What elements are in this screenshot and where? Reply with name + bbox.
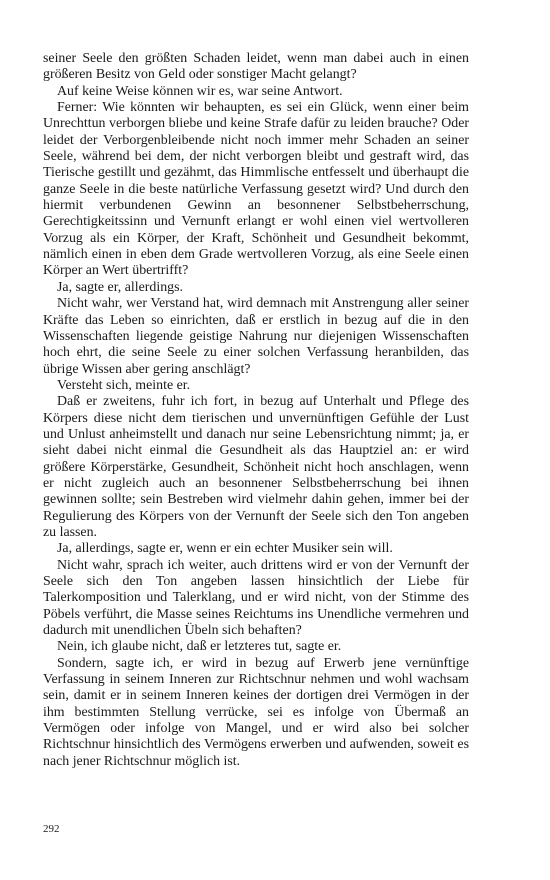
paragraph-6: Versteht sich, meinte er.	[57, 377, 191, 393]
paragraph-9: Nicht wahr, sprach ich weiter, auch drittens wird er von der Vernunft der Seele sich den Ton angeben lassen hinsichtlich der Liebe für Talerkomposition und Talerklang, und er wird nicht, von der Stimme des Pöbels verführt, die Masse seines Reichtums ins Unendliche vermehren und dadurch mit unendlichen Übeln sich behaften?	[43, 557, 469, 639]
paragraph-5: Nicht wahr, wer Verstand hat, wird demnach mit Anstrengung aller seiner Kräfte das Leben so einrichten, daß er erstlich in bezug auf die in den Wissenschaften liegende geistige Nahrung nur diejenigen Wissenschaften hoch ehrt, die seine Seele zu einer solchen Verfassung heranbilden, das übrige Wissen aber gering anschlägt?	[43, 296, 469, 377]
page-number: 292	[43, 823, 60, 835]
paragraph-2: Auf keine Weise können wir es, war seine Antwort.	[57, 83, 343, 99]
paragraph-4: Ja, sagte er, allerdings.	[57, 279, 183, 295]
paragraph-1: seiner Seele den größten Schaden leidet, wenn man dabei auch in einen größeren Besitz von Geld oder sonstiger Macht gelangt?	[43, 51, 469, 83]
paragraph-10: Nein, ich glaube nicht, daß er letzteres tut, sagte er.	[57, 639, 342, 655]
paragraph-3: Ferner: Wie könnten wir behaupten, es sei ein Glück, wenn einer beim Unrechttun verborgen bliebe und keine Strafe dafür zu leiden brauche? Oder leidet der Verborgenbleibende nicht noch immer mehr Schaden an seiner Seele, während bei dem, der nicht verborgen bleibt und gestraft wird, das Tierische gestillt und gezähmt, das Himmlische entfesselt und überhaupt die ganze Seele in die beste natürliche Verfassung gesetzt wird? Und durch den hiermit verbundenen Gewinn an besonnener Selbstbeherrschung, Gerechtigkeitssinn und Vernunft erlangt er wohl einen viel wertvolleren Vorzug als ein Körper, der Kraft, Schönheit und Gesundheit bekommt, nämlich einen in eben dem Grade wertvolleren Vorzug, als eine Seele einen Körper an Wert übertrifft?	[43, 100, 469, 279]
paragraph-11: Sondern, sagte ich, er wird in bezug auf Erwerb jene vernünftige Verfassung in seinem Inneren zur Richtschnur nehmen und wohl wachsam sein, damit er in seinem Inneren keines der dortigen drei Vermögen in der ihm bestimmten Stellung verrücke, sei es infolge von Übermaß an Vermögen oder infolge von Mangel, und er wird also bei solcher Richtschnur hinsichtlich des Vermögens erwerben und aufwenden, soweit es nach jener Richtschnur möglich ist.	[43, 655, 469, 769]
page-body	[43, 51, 469, 770]
paragraph-7: Daß er zweitens, fuhr ich fort, in bezug auf Unterhalt und Pflege des Körpers diese nicht dem tierischen und unvernünftigen Gefühle der Lust und Unlust anheimstellt und danach nur seine Lebensrichtung nimmt; ja, er sieht dabei nicht einmal die Gesundheit als das Hauptziel an: er wird größere Körperstärke, Gesundheit, Schönheit nicht hoch anschlagen, wenn er nicht zugleich auch an besonnener Selbstbeherrschung bei ihnen gewinnen sollte; sein Bestreben wird vielmehr dahin gehen, immer bei der Regulierung des Körpers von der Vernunft der Seele sich den Ton angeben zu lassen.	[43, 394, 469, 540]
paragraph-8: Ja, allerdings, sagte er, wenn er ein echter Musiker sein will.	[57, 541, 393, 557]
